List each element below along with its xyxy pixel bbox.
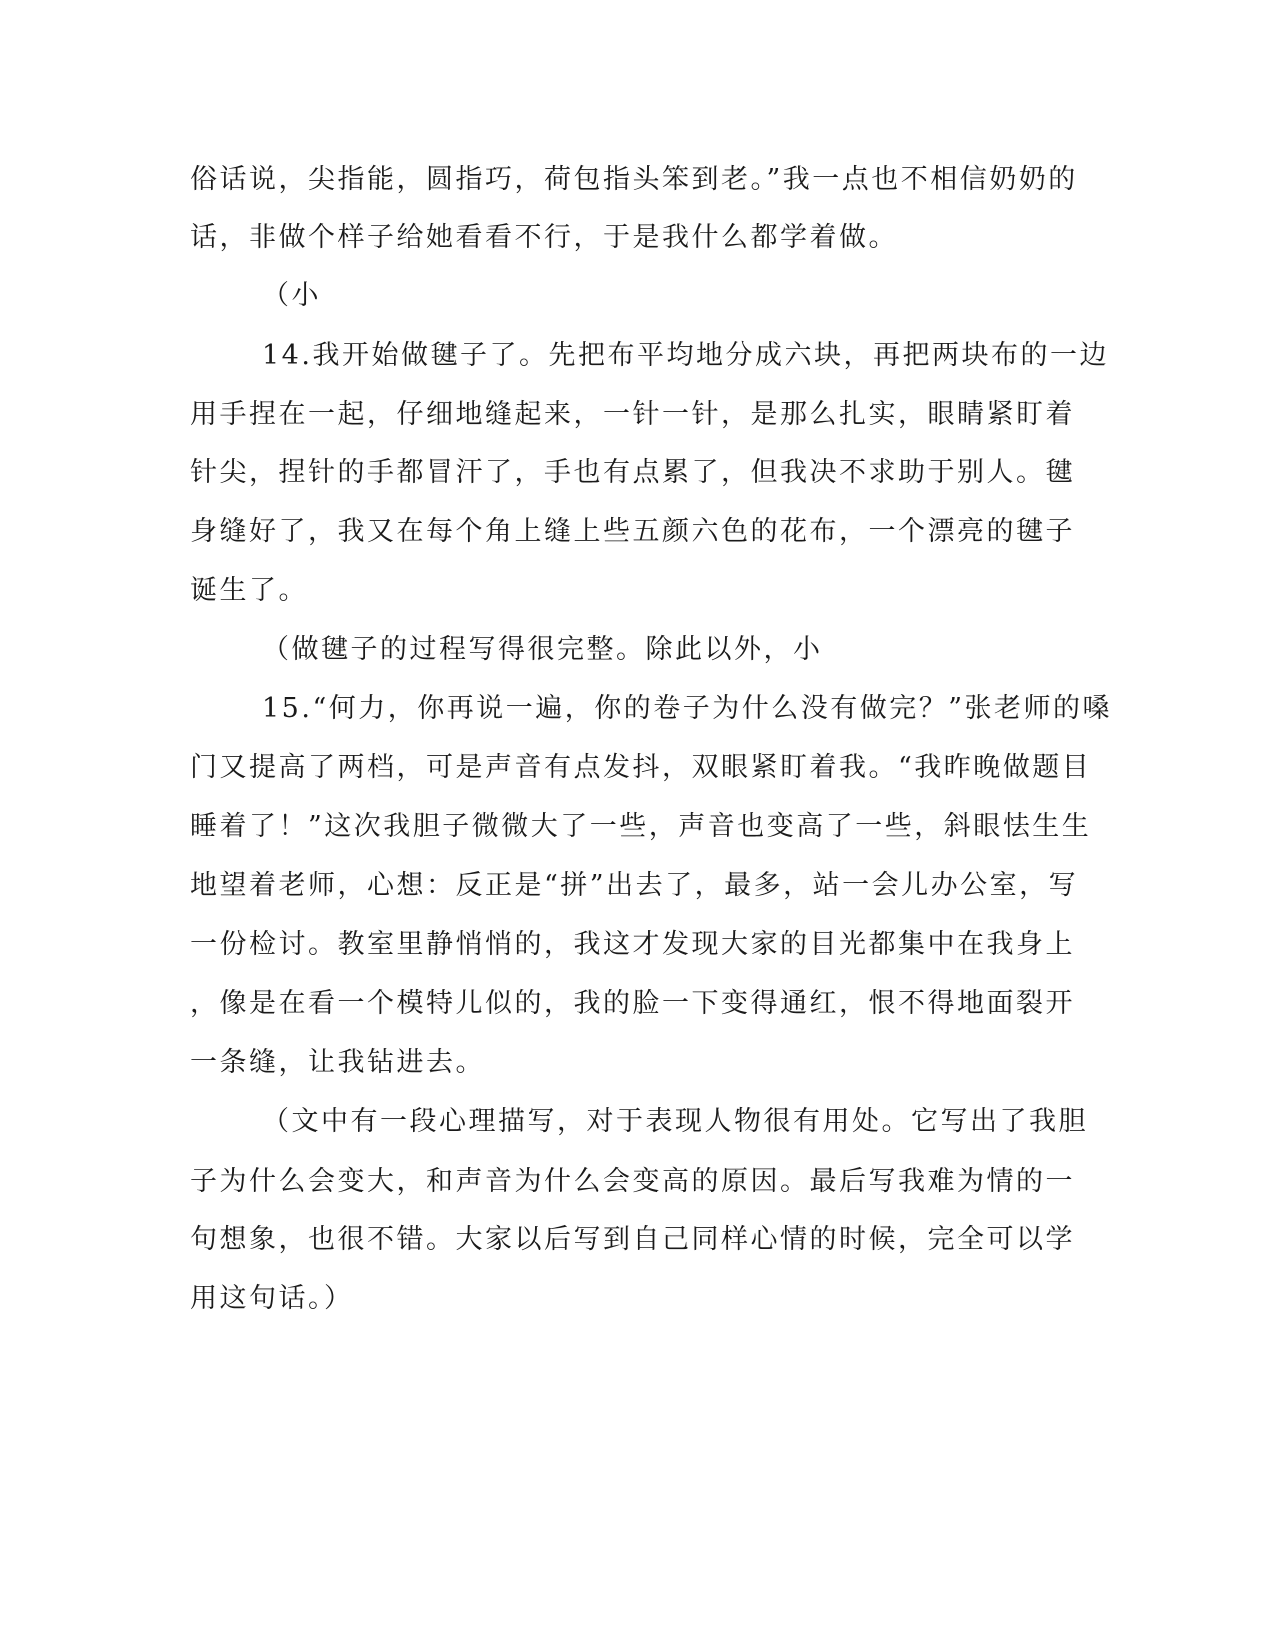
text-line: （做毽子的过程写得很完整。除此以外，小	[262, 634, 823, 665]
text-line: 话，非做个样子给她看看不行，于是我什么都学着做。	[190, 222, 898, 253]
text-line: 15.“何力，你再说一遍，你的卷子为什么没有做完？”张老师的嗓	[262, 693, 1113, 724]
text-line: 14.我开始做毽子了。先把布平均地分成六块，再把两块布的一边	[262, 340, 1109, 371]
text-line: 用手捏在一起，仔细地缝起来，一针一针，是那么扎实，眼睛紧盯着	[190, 399, 1075, 430]
text-line: 一份检讨。教室里静悄悄的，我这才发现大家的目光都集中在我身上	[190, 929, 1075, 960]
text-line: 身缝好了，我又在每个角上缝上些五颜六色的花布，一个漂亮的毽子	[190, 516, 1075, 547]
text-line: 地望着老师，心想：反正是“拼”出去了，最多，站一会儿办公室，写	[190, 870, 1079, 901]
text-line: 俗话说，尖指能，圆指巧，荷包指头笨到老。”我一点也不相信奶奶的	[190, 164, 1078, 195]
text-line: 门又提高了两档，可是声音有点发抖，双眼紧盯着我。“我昨晚做题目	[190, 752, 1092, 783]
text-line: （小	[262, 280, 321, 311]
text-line: 句想象，也很不错。大家以后写到自己同样心情的时候，完全可以学	[190, 1224, 1075, 1255]
text-line: 诞生了。	[190, 575, 308, 606]
text-line: 睡着了！”这次我胆子微微大了一些，声音也变高了一些，斜眼怯生生	[190, 811, 1092, 842]
text-line: 子为什么会变大，和声音为什么会变高的原因。最后写我难为情的一	[190, 1166, 1075, 1197]
text-line: 一条缝，让我钻进去。	[190, 1047, 485, 1078]
text-line: （文中有一段心理描写，对于表现人物很有用处。它写出了我胆	[262, 1106, 1088, 1137]
text-line: ，像是在看一个模特儿似的，我的脸一下变得通红，恨不得地面裂开	[190, 988, 1075, 1019]
text-line: 针尖，捏针的手都冒汗了，手也有点累了，但我决不求助于别人。毽	[190, 457, 1075, 488]
text-line: 用这句话。）	[190, 1283, 354, 1314]
